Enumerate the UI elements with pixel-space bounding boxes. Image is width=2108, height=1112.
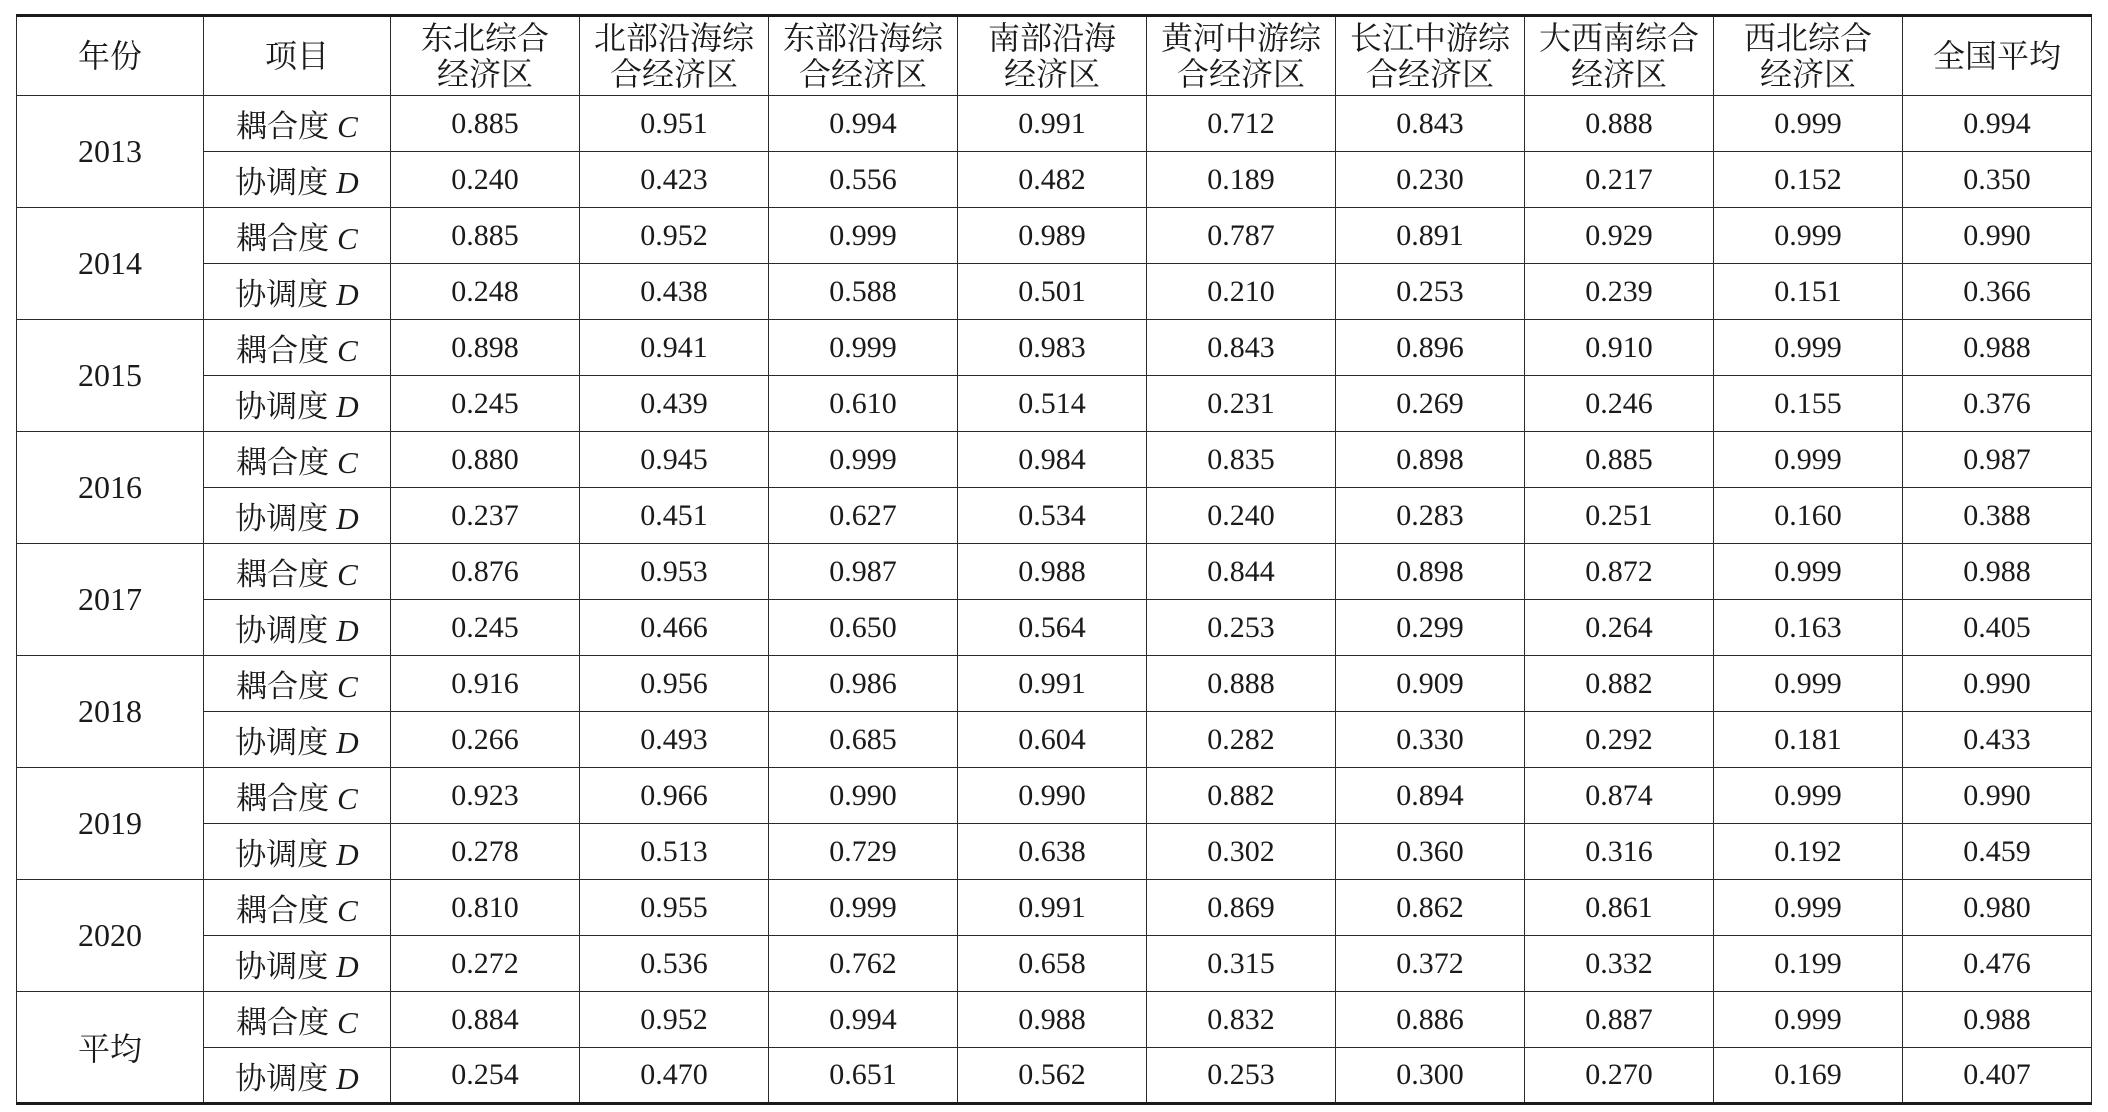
item-label: 耦合度 <box>236 781 330 817</box>
item-coupling <box>203 656 390 712</box>
value-cell: 0.991 <box>957 880 1146 936</box>
item-symbol: C <box>337 445 358 480</box>
value-cell: 0.685 <box>768 712 957 768</box>
value-cell: 0.466 <box>579 600 768 656</box>
value-cell: 0.266 <box>390 712 579 768</box>
value-cell: 0.872 <box>1524 544 1713 600</box>
item-label: 协调度 <box>235 837 329 873</box>
item-label: 协调度 <box>235 501 329 537</box>
value-cell: 0.861 <box>1524 880 1713 936</box>
item-symbol: C <box>337 893 358 928</box>
value-cell: 0.556 <box>768 152 957 208</box>
value-cell: 0.300 <box>1335 1048 1524 1104</box>
item-label: 耦合度 <box>236 893 330 929</box>
value-cell: 0.239 <box>1524 264 1713 320</box>
value-cell: 0.987 <box>768 544 957 600</box>
value-cell: 0.951 <box>579 96 768 152</box>
table-row <box>17 824 2092 880</box>
item-symbol: D <box>336 277 359 312</box>
value-cell: 0.564 <box>957 600 1146 656</box>
value-cell: 0.876 <box>390 544 579 600</box>
value-cell: 0.984 <box>957 432 1146 488</box>
value-cell: 0.189 <box>1146 152 1335 208</box>
year-cell: 2014 <box>17 208 204 320</box>
table-row <box>17 488 2092 544</box>
item-label: 耦合度 <box>236 1005 330 1041</box>
year-cell: 2018 <box>17 656 204 768</box>
value-cell: 0.253 <box>1146 600 1335 656</box>
value-cell: 0.952 <box>579 208 768 264</box>
value-cell: 0.956 <box>579 656 768 712</box>
table-row <box>17 544 2092 600</box>
value-cell: 0.999 <box>768 880 957 936</box>
item-coupling <box>203 96 390 152</box>
item-symbol: C <box>337 221 358 256</box>
value-cell: 0.638 <box>957 824 1146 880</box>
value-cell: 0.810 <box>390 880 579 936</box>
value-cell: 0.240 <box>390 152 579 208</box>
header-region: 长江中游综 合经济区 <box>1335 16 1524 96</box>
table-row <box>17 320 2092 376</box>
table-row <box>17 992 2092 1048</box>
value-cell: 0.253 <box>1335 264 1524 320</box>
value-cell: 0.270 <box>1524 1048 1713 1104</box>
value-cell: 0.953 <box>579 544 768 600</box>
value-cell: 0.651 <box>768 1048 957 1104</box>
item-label: 协调度 <box>235 165 329 201</box>
value-cell: 0.999 <box>768 320 957 376</box>
value-cell: 0.991 <box>957 656 1146 712</box>
value-cell: 0.151 <box>1713 264 1902 320</box>
item-label: 耦合度 <box>236 109 330 145</box>
value-cell: 0.513 <box>579 824 768 880</box>
value-cell: 0.388 <box>1902 488 2091 544</box>
table-row <box>17 432 2092 488</box>
value-cell: 0.980 <box>1902 880 2091 936</box>
value-cell: 0.152 <box>1713 152 1902 208</box>
value-cell: 0.952 <box>579 992 768 1048</box>
year-cell: 2013 <box>17 96 204 208</box>
value-cell: 0.181 <box>1713 712 1902 768</box>
item-symbol: D <box>336 613 359 648</box>
value-cell: 0.990 <box>1902 768 2091 824</box>
table-row <box>17 600 2092 656</box>
value-cell: 0.231 <box>1146 376 1335 432</box>
value-cell: 0.990 <box>1902 656 2091 712</box>
value-cell: 0.869 <box>1146 880 1335 936</box>
value-cell: 0.439 <box>579 376 768 432</box>
header-year: 年份 <box>17 16 204 96</box>
value-cell: 0.882 <box>1524 656 1713 712</box>
value-cell: 0.923 <box>390 768 579 824</box>
value-cell: 0.192 <box>1713 824 1902 880</box>
item-symbol: C <box>337 333 358 368</box>
value-cell: 0.990 <box>957 768 1146 824</box>
table-row <box>17 712 2092 768</box>
table-row <box>17 152 2092 208</box>
value-cell: 0.955 <box>579 880 768 936</box>
value-cell: 0.999 <box>1713 208 1902 264</box>
value-cell: 0.988 <box>1902 544 2091 600</box>
value-cell: 0.302 <box>1146 824 1335 880</box>
table-row <box>17 656 2092 712</box>
item-symbol: C <box>337 1005 358 1040</box>
value-cell: 0.888 <box>1146 656 1335 712</box>
item-label: 耦合度 <box>236 445 330 481</box>
value-cell: 0.433 <box>1902 712 2091 768</box>
value-cell: 0.459 <box>1902 824 2091 880</box>
value-cell: 0.994 <box>768 96 957 152</box>
value-cell: 0.278 <box>390 824 579 880</box>
value-cell: 0.862 <box>1335 880 1524 936</box>
item-label: 协调度 <box>235 277 329 313</box>
year-cell: 2019 <box>17 768 204 880</box>
value-cell: 0.514 <box>957 376 1146 432</box>
value-cell: 0.534 <box>957 488 1146 544</box>
value-cell: 0.650 <box>768 600 957 656</box>
year-cell: 2015 <box>17 320 204 432</box>
value-cell: 0.272 <box>390 936 579 992</box>
value-cell: 0.210 <box>1146 264 1335 320</box>
item-coordination <box>203 936 390 992</box>
value-cell: 0.246 <box>1524 376 1713 432</box>
value-cell: 0.994 <box>1902 96 2091 152</box>
item-symbol: C <box>337 557 358 592</box>
value-cell: 0.916 <box>390 656 579 712</box>
value-cell: 0.407 <box>1902 1048 2091 1104</box>
value-cell: 0.909 <box>1335 656 1524 712</box>
value-cell: 0.898 <box>1335 544 1524 600</box>
item-label: 协调度 <box>235 725 329 761</box>
value-cell: 0.835 <box>1146 432 1335 488</box>
item-symbol: D <box>336 725 359 760</box>
value-cell: 0.217 <box>1524 152 1713 208</box>
value-cell: 0.999 <box>1713 992 1902 1048</box>
item-symbol: C <box>337 669 358 704</box>
value-cell: 0.874 <box>1524 768 1713 824</box>
value-cell: 0.372 <box>1335 936 1524 992</box>
value-cell: 0.999 <box>1713 880 1902 936</box>
value-cell: 0.729 <box>768 824 957 880</box>
table-row <box>17 1048 2092 1104</box>
item-coupling <box>203 992 390 1048</box>
item-label: 协调度 <box>235 949 329 985</box>
header-region: 西北综合 经济区 <box>1713 16 1902 96</box>
value-cell: 0.350 <box>1902 152 2091 208</box>
value-cell: 0.989 <box>957 208 1146 264</box>
item-symbol: D <box>336 837 359 872</box>
item-coordination <box>203 1048 390 1104</box>
item-symbol: C <box>337 781 358 816</box>
item-symbol: D <box>336 389 359 424</box>
value-cell: 0.658 <box>957 936 1146 992</box>
value-cell: 0.787 <box>1146 208 1335 264</box>
value-cell: 0.282 <box>1146 712 1335 768</box>
value-cell: 0.983 <box>957 320 1146 376</box>
value-cell: 0.843 <box>1146 320 1335 376</box>
header-national-average: 全国平均 <box>1902 16 2091 96</box>
value-cell: 0.999 <box>1713 768 1902 824</box>
coupling-coordination-table <box>16 14 2092 1105</box>
value-cell: 0.887 <box>1524 992 1713 1048</box>
item-coordination <box>203 376 390 432</box>
value-cell: 0.894 <box>1335 768 1524 824</box>
value-cell: 0.885 <box>390 208 579 264</box>
value-cell: 0.451 <box>579 488 768 544</box>
value-cell: 0.880 <box>390 432 579 488</box>
header-region: 东部沿海综 合经济区 <box>768 16 957 96</box>
value-cell: 0.360 <box>1335 824 1524 880</box>
value-cell: 0.155 <box>1713 376 1902 432</box>
value-cell: 0.330 <box>1335 712 1524 768</box>
value-cell: 0.299 <box>1335 600 1524 656</box>
table-row <box>17 376 2092 432</box>
value-cell: 0.712 <box>1146 96 1335 152</box>
value-cell: 0.988 <box>1902 320 2091 376</box>
item-coupling <box>203 768 390 824</box>
value-cell: 0.999 <box>1713 432 1902 488</box>
value-cell: 0.832 <box>1146 992 1335 1048</box>
item-coupling <box>203 432 390 488</box>
value-cell: 0.316 <box>1524 824 1713 880</box>
value-cell: 0.987 <box>1902 432 2091 488</box>
value-cell: 0.991 <box>957 96 1146 152</box>
value-cell: 0.536 <box>579 936 768 992</box>
value-cell: 0.169 <box>1713 1048 1902 1104</box>
value-cell: 0.891 <box>1335 208 1524 264</box>
item-symbol: D <box>336 501 359 536</box>
value-cell: 0.762 <box>768 936 957 992</box>
item-coordination <box>203 488 390 544</box>
table-body <box>17 96 2092 1104</box>
value-cell: 0.929 <box>1524 208 1713 264</box>
value-cell: 0.476 <box>1902 936 2091 992</box>
item-coordination <box>203 152 390 208</box>
value-cell: 0.253 <box>1146 1048 1335 1104</box>
value-cell: 0.910 <box>1524 320 1713 376</box>
value-cell: 0.562 <box>957 1048 1146 1104</box>
value-cell: 0.366 <box>1902 264 2091 320</box>
item-coupling <box>203 544 390 600</box>
table-wrapper <box>16 14 2092 1105</box>
value-cell: 0.896 <box>1335 320 1524 376</box>
item-label: 耦合度 <box>236 557 330 593</box>
item-symbol: D <box>336 949 359 984</box>
item-symbol: D <box>336 1060 359 1096</box>
value-cell: 0.292 <box>1524 712 1713 768</box>
value-cell: 0.966 <box>579 768 768 824</box>
value-cell: 0.999 <box>1713 96 1902 152</box>
value-cell: 0.251 <box>1524 488 1713 544</box>
table-row <box>17 96 2092 152</box>
value-cell: 0.990 <box>768 768 957 824</box>
item-coordination <box>203 600 390 656</box>
item-coupling <box>203 880 390 936</box>
value-cell: 0.882 <box>1146 768 1335 824</box>
value-cell: 0.994 <box>768 992 957 1048</box>
value-cell: 0.884 <box>390 992 579 1048</box>
item-label: 耦合度 <box>236 221 330 257</box>
item-label: 协调度 <box>235 1060 329 1097</box>
header-region: 南部沿海 经济区 <box>957 16 1146 96</box>
value-cell: 0.163 <box>1713 600 1902 656</box>
value-cell: 0.423 <box>579 152 768 208</box>
value-cell: 0.999 <box>768 432 957 488</box>
value-cell: 0.990 <box>1902 208 2091 264</box>
value-cell: 0.248 <box>390 264 579 320</box>
value-cell: 0.588 <box>768 264 957 320</box>
table-row <box>17 208 2092 264</box>
value-cell: 0.199 <box>1713 936 1902 992</box>
table-row <box>17 936 2092 992</box>
value-cell: 0.332 <box>1524 936 1713 992</box>
value-cell: 0.885 <box>1524 432 1713 488</box>
value-cell: 0.844 <box>1146 544 1335 600</box>
item-symbol: C <box>337 109 358 144</box>
value-cell: 0.885 <box>390 96 579 152</box>
value-cell: 0.604 <box>957 712 1146 768</box>
value-cell: 0.315 <box>1146 936 1335 992</box>
value-cell: 0.376 <box>1902 376 2091 432</box>
value-cell: 0.254 <box>390 1048 579 1104</box>
item-coordination <box>203 712 390 768</box>
value-cell: 0.237 <box>390 488 579 544</box>
value-cell: 0.405 <box>1902 600 2091 656</box>
value-cell: 0.999 <box>1713 320 1902 376</box>
item-coupling <box>203 208 390 264</box>
header-row <box>17 16 2092 96</box>
table-row <box>17 264 2092 320</box>
value-cell: 0.245 <box>390 600 579 656</box>
value-cell: 0.999 <box>1713 544 1902 600</box>
value-cell: 0.482 <box>957 152 1146 208</box>
item-label: 耦合度 <box>236 669 330 705</box>
item-label: 耦合度 <box>236 333 330 369</box>
value-cell: 0.988 <box>957 992 1146 1048</box>
header-region: 东北综合 经济区 <box>390 16 579 96</box>
item-coupling <box>203 320 390 376</box>
value-cell: 0.283 <box>1335 488 1524 544</box>
table-row <box>17 768 2092 824</box>
value-cell: 0.470 <box>579 1048 768 1104</box>
value-cell: 0.160 <box>1713 488 1902 544</box>
value-cell: 0.264 <box>1524 600 1713 656</box>
value-cell: 0.898 <box>1335 432 1524 488</box>
value-cell: 0.493 <box>579 712 768 768</box>
item-coordination <box>203 264 390 320</box>
value-cell: 0.988 <box>957 544 1146 600</box>
value-cell: 0.988 <box>1902 992 2091 1048</box>
value-cell: 0.627 <box>768 488 957 544</box>
value-cell: 0.843 <box>1335 96 1524 152</box>
header-region: 大西南综合 经济区 <box>1524 16 1713 96</box>
value-cell: 0.269 <box>1335 376 1524 432</box>
value-cell: 0.886 <box>1335 992 1524 1048</box>
value-cell: 0.898 <box>390 320 579 376</box>
value-cell: 0.986 <box>768 656 957 712</box>
year-cell: 2017 <box>17 544 204 656</box>
item-symbol: D <box>336 165 359 200</box>
value-cell: 0.999 <box>768 208 957 264</box>
header-region: 北部沿海综 合经济区 <box>579 16 768 96</box>
header-item: 项目 <box>203 16 390 96</box>
value-cell: 0.230 <box>1335 152 1524 208</box>
value-cell: 0.941 <box>579 320 768 376</box>
item-label: 协调度 <box>235 613 329 649</box>
value-cell: 0.245 <box>390 376 579 432</box>
value-cell: 0.438 <box>579 264 768 320</box>
value-cell: 0.999 <box>1713 656 1902 712</box>
year-cell: 2016 <box>17 432 204 544</box>
item-label: 协调度 <box>235 389 329 425</box>
value-cell: 0.501 <box>957 264 1146 320</box>
value-cell: 0.888 <box>1524 96 1713 152</box>
item-coordination <box>203 824 390 880</box>
header-region: 黄河中游综 合经济区 <box>1146 16 1335 96</box>
table-row <box>17 880 2092 936</box>
year-cell: 平均 <box>17 992 204 1104</box>
year-cell: 2020 <box>17 880 204 992</box>
value-cell: 0.240 <box>1146 488 1335 544</box>
value-cell: 0.610 <box>768 376 957 432</box>
value-cell: 0.945 <box>579 432 768 488</box>
